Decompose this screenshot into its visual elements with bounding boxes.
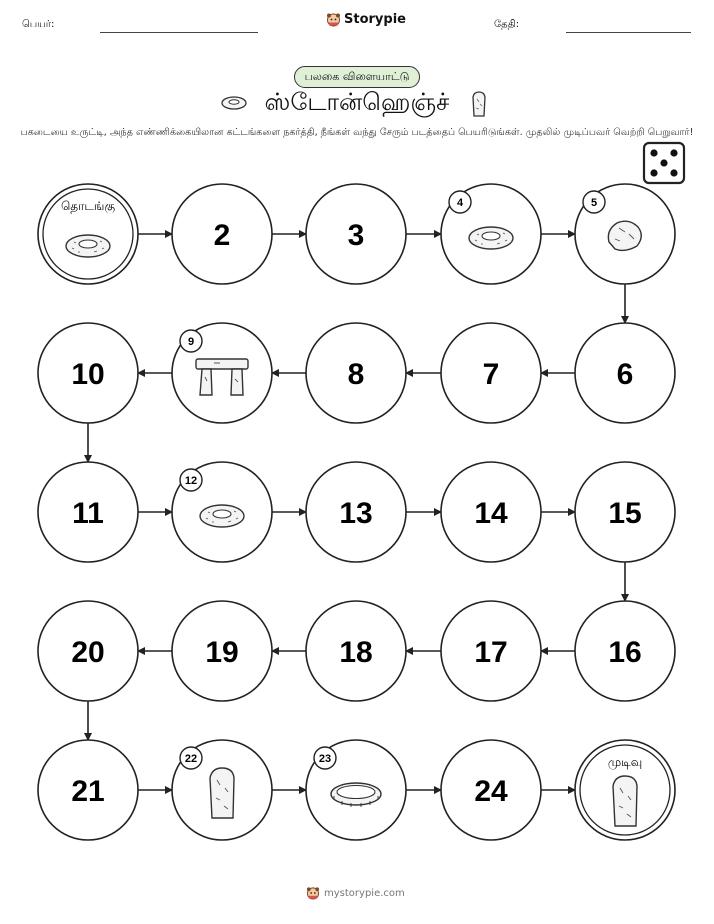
board-cell-10[interactable] <box>38 323 138 423</box>
cell-number: 9 <box>187 336 195 348</box>
ring-stone-icon <box>469 227 513 249</box>
board-cell-20[interactable] <box>38 601 138 701</box>
board-cell-7[interactable] <box>441 323 541 423</box>
dice-icon[interactable] <box>642 141 686 185</box>
board-cell-13[interactable] <box>306 462 406 562</box>
footer-site: mystorypie.com <box>324 887 405 899</box>
name-label: பெயர்: <box>22 19 55 30</box>
board-cell-11[interactable] <box>38 462 138 562</box>
cell-number: 7 <box>482 358 500 391</box>
cell-number: 14 <box>474 497 508 530</box>
start-label: தொடங்கு <box>60 199 116 213</box>
cell-number: 24 <box>474 775 508 808</box>
cell-number: 10 <box>71 358 105 391</box>
board-cell-23[interactable] <box>306 740 406 840</box>
board-cell-25[interactable] <box>575 740 675 840</box>
board-cell-17[interactable] <box>441 601 541 701</box>
board-cell-14[interactable] <box>441 462 541 562</box>
board-cell-19[interactable] <box>172 601 272 701</box>
board-cell-3[interactable] <box>306 184 406 284</box>
ring-stone-icon <box>66 235 110 257</box>
footer <box>306 886 405 900</box>
board-cell-24[interactable] <box>441 740 541 840</box>
board-cell-6[interactable] <box>575 323 675 423</box>
board-cell-22[interactable] <box>172 740 272 840</box>
cell-number: 2 <box>213 219 231 252</box>
board-cell-18[interactable] <box>306 601 406 701</box>
cell-number: 19 <box>205 636 239 669</box>
board-cell-5[interactable] <box>575 184 675 284</box>
game-tag: பலகை விளையாட்டு <box>294 66 420 88</box>
cell-number: 6 <box>616 358 634 391</box>
board-cell-4[interactable] <box>441 184 541 284</box>
cell-number: 23 <box>318 753 332 765</box>
standing-stone-icon <box>210 768 234 818</box>
cell-number: 12 <box>184 475 198 487</box>
board-cell-21[interactable] <box>38 740 138 840</box>
finish-label: முடிவு <box>607 755 643 769</box>
instructions: பகடையை உருட்டி, அந்த எண்ணிக்கையிலான கட்டங்களை நகர்த்தி, நீங்கள் வந்து சேரும் படத்தைப் பெயரிடுங்கள். முதலில் முடிப்பவர் வெற்றி பெறுவார்! <box>20 127 694 138</box>
cell-number: 17 <box>474 636 508 669</box>
cell-number: 11 <box>72 497 104 530</box>
cell-number: 16 <box>608 636 642 669</box>
cell-number: 5 <box>590 197 598 209</box>
date-label: தேதி: <box>494 19 520 30</box>
cell-number: 3 <box>347 219 365 252</box>
ring-stone-icon <box>200 505 244 527</box>
cell-number: 22 <box>184 753 198 765</box>
cell-number: 20 <box>71 636 105 669</box>
cell-number: 15 <box>608 497 642 530</box>
cell-number: 4 <box>456 197 464 209</box>
standing-stone-icon <box>613 776 637 826</box>
cell-number: 21 <box>71 775 105 808</box>
cell-number: 13 <box>339 497 373 530</box>
board-cell-8[interactable] <box>306 323 406 423</box>
board-cell-2[interactable] <box>172 184 272 284</box>
cell-number: 8 <box>347 358 365 391</box>
page-title: ஸ்டோன்ஹெஞ்ச் <box>264 88 450 116</box>
board-cell-9[interactable] <box>172 323 272 423</box>
rock-icon <box>608 221 641 250</box>
mascot-icon <box>306 886 320 900</box>
cell-number: 18 <box>339 636 373 669</box>
board-cell-15[interactable] <box>575 462 675 562</box>
board-cell-12[interactable] <box>172 462 272 562</box>
board-cell-1[interactable] <box>38 184 138 284</box>
brand-name: Storypie <box>344 12 406 27</box>
board-cell-16[interactable] <box>575 601 675 701</box>
